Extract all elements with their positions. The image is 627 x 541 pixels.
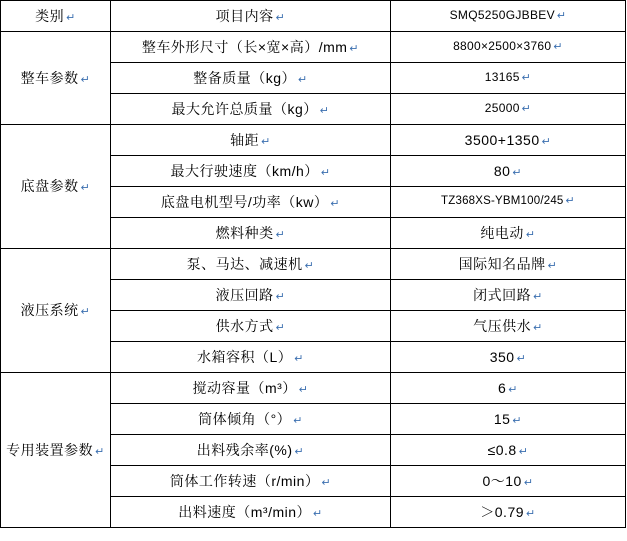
item-label: 底盘电机型号/功率（kw）	[160, 193, 329, 210]
item-label: 供水方式	[215, 317, 274, 334]
item-label: 整备质量（kg）	[193, 69, 297, 86]
value-label: 3500+1350	[464, 131, 540, 148]
item-cell	[111, 311, 391, 342]
item-cell	[111, 497, 391, 528]
item-label: 出料速度（m³/min）	[178, 503, 312, 520]
item-cell	[111, 342, 391, 373]
value-cell	[391, 404, 626, 435]
value-label: 国际知名品牌	[458, 255, 546, 272]
column-header-item-label: 项目内容	[215, 7, 274, 24]
value-label: 25000	[484, 101, 520, 116]
item-cell	[111, 218, 391, 249]
value-label: 8800×2500×3760	[453, 39, 552, 54]
value-label: 6	[497, 379, 507, 396]
paragraph-mark-icon: ↵	[547, 259, 558, 272]
value-label: ≤0.8	[487, 441, 517, 458]
value-label: 纯电动	[480, 224, 524, 241]
paragraph-mark-icon: ↵	[541, 135, 552, 148]
paragraph-mark-icon: ↵	[526, 507, 536, 520]
value-cell	[391, 280, 626, 311]
paragraph-mark-icon: ↵	[512, 414, 523, 427]
paragraph-mark-icon: ↵	[80, 73, 91, 86]
paragraph-mark-icon: ↵	[275, 321, 286, 334]
category-cell-chassis	[1, 125, 111, 249]
value-label: TZ368XS-YBM100/245	[441, 195, 564, 208]
item-label: 整车外形尺寸（长×宽×高）/mm	[141, 38, 348, 55]
value-cell	[391, 466, 626, 497]
value-cell	[391, 435, 626, 466]
value-cell	[391, 32, 626, 63]
paragraph-mark-icon: ↵	[275, 228, 286, 241]
item-cell	[111, 404, 391, 435]
item-cell	[111, 466, 391, 497]
item-cell	[111, 280, 391, 311]
item-label: 出料残余率(%)	[196, 441, 293, 458]
item-cell	[111, 32, 391, 63]
paragraph-mark-icon: ↵	[320, 166, 331, 179]
table-row	[1, 373, 626, 404]
item-label: 最大行驶速度（km/h）	[170, 162, 319, 179]
value-label: 0～10	[482, 472, 522, 489]
value-label: 闭式回路	[473, 286, 532, 303]
paragraph-mark-icon: ↵	[321, 476, 332, 489]
paragraph-mark-icon: ↵	[556, 10, 567, 23]
paragraph-mark-icon: ↵	[80, 306, 91, 319]
table-header-row	[1, 1, 626, 32]
item-label: 燃料种类	[215, 224, 274, 241]
paragraph-mark-icon: ↵	[293, 414, 303, 427]
item-cell	[111, 94, 391, 125]
item-cell	[111, 249, 391, 280]
item-cell	[111, 156, 391, 187]
item-cell	[111, 435, 391, 466]
column-header-category	[1, 1, 111, 32]
paragraph-mark-icon: ↵	[80, 182, 91, 195]
value-cell	[391, 249, 626, 280]
value-cell	[391, 218, 626, 249]
value-cell	[391, 342, 626, 373]
paragraph-mark-icon: ↵	[523, 476, 534, 489]
value-cell	[391, 63, 626, 94]
value-cell	[391, 187, 626, 218]
paragraph-mark-icon: ↵	[565, 195, 575, 208]
value-label: 气压供水	[473, 317, 532, 334]
item-label: 泵、马达、减速机	[186, 255, 303, 272]
category-label: 底盘参数	[20, 178, 79, 195]
table-body	[1, 1, 626, 528]
paragraph-mark-icon: ↵	[275, 290, 286, 303]
paragraph-mark-icon: ↵	[95, 445, 105, 458]
column-header-category-label: 类别	[35, 7, 65, 24]
category-cell-vehicle	[1, 32, 111, 125]
paragraph-mark-icon: ↵	[319, 104, 330, 117]
column-header-item	[111, 1, 391, 32]
value-cell	[391, 497, 626, 528]
value-cell	[391, 94, 626, 125]
column-header-model-label: SMQ5250GJBBEV	[449, 8, 555, 23]
paragraph-mark-icon: ↵	[66, 11, 76, 24]
paragraph-mark-icon: ↵	[275, 11, 286, 24]
value-cell	[391, 373, 626, 404]
item-label: 最大允许总质量（kg）	[171, 100, 318, 117]
item-cell	[111, 63, 391, 94]
value-label: 13165	[484, 70, 520, 85]
paragraph-mark-icon: ↵	[518, 445, 529, 458]
paragraph-mark-icon: ↵	[512, 166, 523, 179]
paragraph-mark-icon: ↵	[313, 507, 323, 520]
item-label: 筒体倾角（°）	[198, 410, 292, 427]
paragraph-mark-icon: ↵	[508, 383, 518, 396]
item-cell	[111, 187, 391, 218]
paragraph-mark-icon: ↵	[525, 228, 536, 241]
paragraph-mark-icon: ↵	[516, 352, 527, 365]
table-row	[1, 32, 626, 63]
table-row	[1, 125, 626, 156]
paragraph-mark-icon: ↵	[521, 103, 532, 116]
paragraph-mark-icon: ↵	[298, 73, 308, 86]
item-label: 水箱容积（L）	[196, 348, 293, 365]
paragraph-mark-icon: ↵	[553, 41, 563, 54]
value-label: 15	[493, 410, 511, 427]
paragraph-mark-icon: ↵	[298, 383, 309, 396]
item-label: 轴距	[230, 131, 260, 148]
item-label: 搅动容量（m³）	[192, 379, 297, 396]
paragraph-mark-icon: ↵	[349, 42, 360, 55]
paragraph-mark-icon: ↵	[521, 72, 532, 85]
value-cell	[391, 125, 626, 156]
paragraph-mark-icon: ↵	[261, 135, 271, 148]
paragraph-mark-icon: ↵	[533, 321, 543, 334]
category-cell-hydraulic	[1, 249, 111, 373]
value-cell	[391, 311, 626, 342]
item-label: 液压回路	[215, 286, 274, 303]
category-label: 液压系统	[20, 302, 79, 319]
paragraph-mark-icon: ↵	[330, 197, 341, 210]
value-label: 80	[493, 162, 511, 179]
paragraph-mark-icon: ↵	[304, 259, 315, 272]
category-label: 专用装置参数	[6, 441, 94, 458]
item-cell	[111, 373, 391, 404]
value-cell	[391, 156, 626, 187]
value-label: ＞0.79	[480, 503, 525, 520]
item-cell	[111, 125, 391, 156]
category-label: 整车参数	[20, 69, 79, 86]
column-header-model	[391, 1, 626, 32]
paragraph-mark-icon: ↵	[533, 290, 543, 303]
table-row	[1, 249, 626, 280]
item-label: 筒体工作转速（r/min）	[169, 472, 320, 489]
value-label: 350	[489, 348, 515, 365]
category-cell-special-device	[1, 373, 111, 528]
paragraph-mark-icon: ↵	[294, 352, 304, 365]
paragraph-mark-icon: ↵	[294, 445, 305, 458]
